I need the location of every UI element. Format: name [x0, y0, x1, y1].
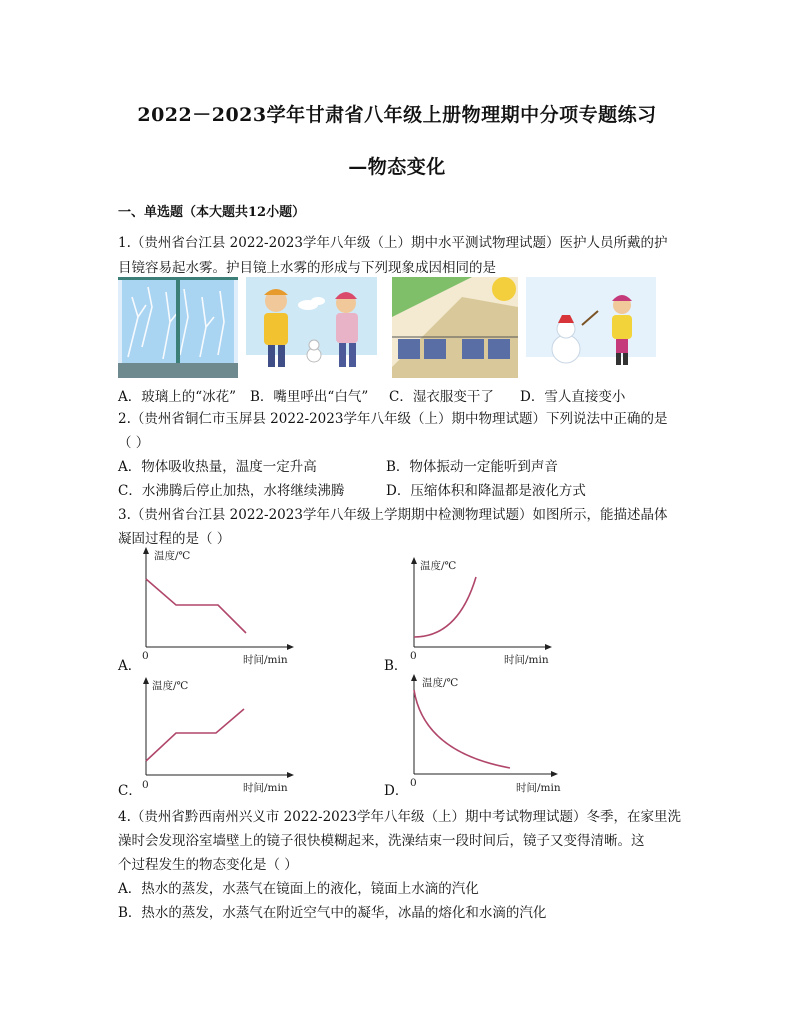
- question-2-option-a: A．物体吸收热量，温度一定升高: [118, 459, 317, 475]
- question-2-option-b: B．物体振动一定能听到声音: [386, 459, 558, 475]
- question-1-option-b: B．嘴里呼出“白气”: [250, 389, 369, 405]
- chart-c-option-label: C．: [118, 783, 142, 799]
- chart-b-ylabel: 温度/℃: [420, 560, 457, 572]
- chart-c-ylabel: 温度/℃: [152, 680, 189, 692]
- chart-a-curve: [146, 579, 246, 633]
- question-4-line-1: 4.（贵州省黔西南州兴义市 2022-2023学年八年级（上）期中考试物理试题）冬季，在家里洗: [118, 809, 681, 825]
- drying-clothes-image: [392, 277, 518, 378]
- question-1-option-d: D．雪人直接变小: [520, 389, 626, 405]
- chart-c-x-arrow: [287, 772, 294, 778]
- chart-d-ylabel: 温度/℃: [422, 677, 459, 689]
- chart-d-origin: 0: [410, 777, 417, 789]
- chart-a: [130, 545, 300, 670]
- chart-d-curve: [414, 690, 510, 768]
- question-4-option-b: B．热水的蒸发，水蒸气在附近空气中的凝华，冰晶的熔化和水滴的汽化: [118, 905, 547, 921]
- question-4-line-3: 个过程发生的物态变化是（ ）: [118, 857, 298, 873]
- question-1-line-2: 目镜容易起水雾。护目镜上水雾的形成与下列现象成因相同的是: [118, 260, 496, 276]
- chart-a-option-label: A．: [118, 658, 142, 674]
- question-1-option-a: A．玻璃上的“冰花”: [118, 389, 237, 405]
- question-2-line-2: （ ）: [118, 435, 150, 451]
- chart-b-origin: 0: [410, 650, 417, 662]
- title-line-2: —物态变化: [348, 156, 446, 178]
- chart-b: [398, 555, 558, 670]
- question-2-option-d: D．压缩体积和降温都是液化方式: [386, 483, 586, 499]
- chart-d-y-arrow: [411, 674, 417, 681]
- question-1-option-c: C．湿衣服变干了: [389, 389, 494, 405]
- section-heading: 一、单选题（本大题共12小题）: [118, 205, 306, 220]
- chart-c-origin: 0: [142, 779, 149, 791]
- question-4-option-a: A．热水的蒸发，水蒸气在镜面上的液化，镜面上水滴的汽化: [118, 881, 479, 897]
- breath-image: [246, 277, 377, 378]
- chart-b-xlabel: 时间/min: [504, 654, 549, 666]
- chart-b-y-arrow: [411, 557, 417, 564]
- question-4-line-2: 澡时会发现浴室墙壁上的镜子很快模糊起来，洗澡结束一段时间后，镜子又变得清晰。这: [118, 833, 645, 849]
- question-2-line-1: 2.（贵州省铜仁市玉屏县 2022-2023学年八年级（上）期中物理试题）下列说法中正确的是: [118, 411, 668, 427]
- chart-d-option-label: D．: [384, 783, 409, 799]
- title-line-1: 2022－2023学年甘肃省八年级上册物理期中分项专题练习: [137, 104, 657, 126]
- question-2-option-c: C．水沸腾后停止加热，水将继续沸腾: [118, 483, 345, 499]
- chart-a-origin: 0: [142, 650, 149, 662]
- frost-window-image: [118, 277, 238, 378]
- chart-a-xlabel: 时间/min: [243, 654, 288, 666]
- chart-c-xlabel: 时间/min: [243, 782, 288, 794]
- chart-d-xlabel: 时间/min: [516, 782, 561, 794]
- chart-c-y-arrow: [143, 677, 149, 684]
- question-3-line-2: 凝固过程的是（ ）: [118, 531, 231, 547]
- chart-b-curve: [414, 577, 476, 637]
- question-1-line-1: 1.（贵州省台江县 2022-2023学年八年级（上）期中水平测试物理试题）医护人员所戴的护: [118, 235, 668, 251]
- chart-a-ylabel: 温度/℃: [154, 550, 191, 562]
- chart-b-x-arrow: [545, 644, 552, 650]
- chart-c-curve: [146, 709, 244, 761]
- snowman-image: [526, 277, 656, 378]
- chart-b-option-label: B．: [384, 658, 408, 674]
- chart-c: [130, 675, 300, 795]
- chart-a-y-arrow: [143, 547, 149, 554]
- chart-d: [398, 672, 568, 796]
- question-3-line-1: 3.（贵州省台江县 2022-2023学年八年级上学期期中检测物理试题）如图所示，能描述晶体: [118, 507, 668, 523]
- chart-a-x-arrow: [287, 644, 294, 650]
- chart-d-x-arrow: [551, 771, 558, 777]
